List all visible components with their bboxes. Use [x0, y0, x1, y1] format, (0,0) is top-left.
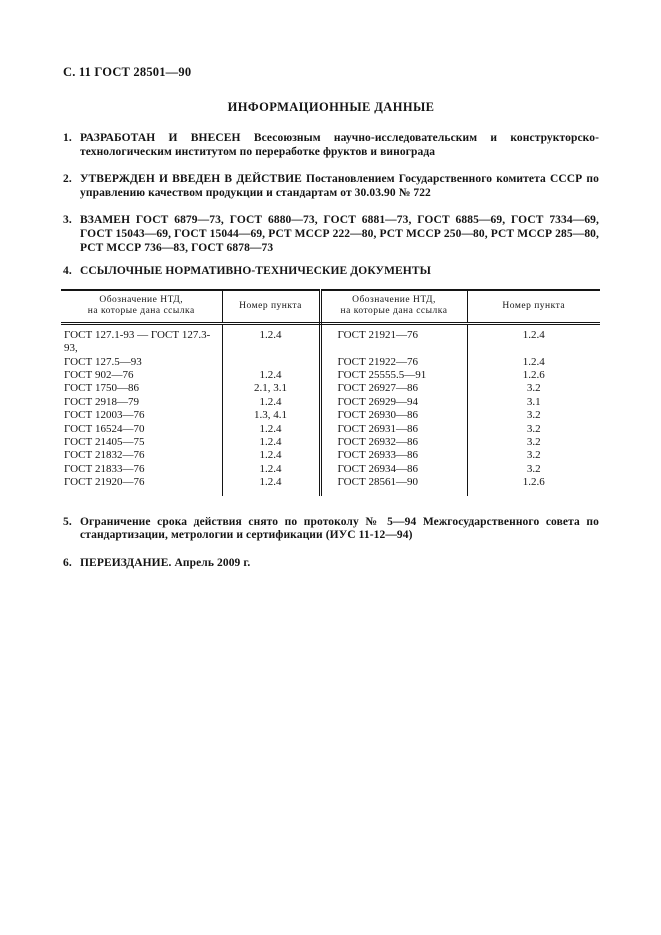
table-row: [61, 436, 600, 449]
table-header-ntd-left: [61, 290, 222, 324]
table-header-line: Номер пункта: [239, 300, 302, 311]
table-header-line: на которые дана ссылка: [87, 306, 195, 317]
ntd-cell: ГОСТ 25555.5—91: [320, 369, 467, 382]
table-row: [61, 423, 600, 436]
ntd-cell: ГОСТ 26931—86: [320, 423, 467, 436]
table-row: [61, 369, 600, 382]
ntd-cell: ГОСТ 127.5—93: [61, 356, 222, 369]
ntd-cell: ГОСТ 26927—86: [320, 382, 467, 395]
table-row: [61, 476, 600, 495]
ntd-cell: ГОСТ 2918—79: [61, 396, 222, 409]
clause-cell: 1.2.4: [222, 423, 320, 436]
ntd-cell: ГОСТ 21922—76: [320, 356, 467, 369]
table-row: [61, 382, 600, 395]
item-number: 4.: [63, 265, 72, 278]
item-number: 6.: [63, 556, 72, 569]
ntd-cell: ГОСТ 1750—86: [61, 382, 222, 395]
clause-cell: 1.2.4: [222, 369, 320, 382]
list-item-2: [63, 173, 599, 200]
clause-cell: 1.2.4: [222, 449, 320, 462]
ntd-cell: ГОСТ 26929—94: [320, 396, 467, 409]
page-header: С. 11 ГОСТ 28501—90: [63, 65, 192, 79]
ntd-cell: ГОСТ 21405—75: [61, 436, 222, 449]
numbered-items-bottom: [63, 516, 599, 571]
ntd-cell: ГОСТ 12003—76: [61, 409, 222, 422]
table-row: [61, 323, 600, 355]
ntd-cell: ГОСТ 26932—86: [320, 436, 467, 449]
clause-cell: 3.2: [526, 382, 541, 395]
page-title: ИНФОРМАЦИОННЫЕ ДАННЫЕ: [227, 100, 435, 114]
ntd-cell: ГОСТ 28561—90: [320, 476, 467, 495]
table-header-clause-left: [222, 290, 320, 324]
clause-cell: 1.2.4: [522, 355, 545, 368]
ntd-cell: ГОСТ 26933—86: [320, 449, 467, 462]
ntd-cell: ГОСТ 21832—76: [61, 449, 222, 462]
ntd-cell: ГОСТ 21833—76: [61, 463, 222, 476]
clause-cell: 1.3, 4.1: [222, 409, 320, 422]
item-text: РАЗРАБОТАН И ВНЕСЕН Всесоюзным научно-исследовательским и конструкторско-технологическим институтом по переработке фруктов и винограда: [80, 132, 599, 158]
table-header-ntd-right: [320, 290, 467, 324]
clause-cell: 3.1: [526, 395, 541, 408]
table-row: [61, 463, 600, 476]
ntd-cell: ГОСТ 26934—86: [320, 463, 467, 476]
item-number: 1.: [63, 132, 72, 144]
ntd-cell: ГОСТ 21920—76: [61, 476, 222, 495]
clause-cell: 1.2.4: [222, 463, 320, 476]
list-item-5: [63, 516, 599, 543]
item-text: ПЕРЕИЗДАНИЕ. Апрель 2009 г.: [80, 556, 251, 569]
clause-cell: 1.2.4: [522, 328, 545, 341]
clause-cell: 1.2.6: [522, 476, 545, 489]
referenced-standards-table: [61, 289, 600, 496]
item-text: ВЗАМЕН ГОСТ 6879—73, ГОСТ 6880—73, ГОСТ 6881—73, ГОСТ 6885—69, ГОСТ 7334—69, ГОСТ 15043—69, ГОСТ 15044—69, РСТ МССР 222—80, РСТ МССР 250—80, РСТ МССР 285—80, РСТ МССР 736—83, ГОСТ 6878—73: [80, 214, 599, 254]
ntd-cell: ГОСТ 902—76: [61, 369, 222, 382]
item-text: ССЫЛОЧНЫЕ НОРМАТИВНО-ТЕХНИЧЕСКИЕ ДОКУМЕНТЫ: [80, 265, 432, 278]
table-header-line: Номер пункта: [502, 300, 566, 311]
list-item-6: [63, 557, 599, 571]
table-row: [61, 396, 600, 409]
table-header-line: на которые дана ссылка: [340, 306, 448, 317]
table-header-clause-right: [467, 290, 600, 324]
item-text: УТВЕРЖДЕН И ВВЕДЕН В ДЕЙСТВИЕ Постановлением Государственного комитета СССР по управлению качеством продукции и стандартам от 30.03.90 № 722: [80, 173, 599, 199]
clause-cell: [222, 356, 320, 369]
ntd-cell: ГОСТ 26930—86: [320, 409, 467, 422]
clause-cell: 1.2.4: [222, 396, 320, 409]
ntd-cell: ГОСТ 127.1-93 — ГОСТ 127.3-93,: [61, 323, 222, 355]
clause-cell: 1.2.4: [222, 476, 320, 495]
clause-cell: 3.2: [526, 449, 541, 462]
list-item-4-section-heading: [63, 265, 599, 279]
table-row: [61, 409, 600, 422]
table-header-line: Обозначение НТД,: [352, 294, 436, 305]
clause-cell: 1.2.4: [222, 323, 320, 355]
clause-cell: 1.2.6: [522, 368, 545, 381]
table-header-line: Обозначение НТД,: [99, 294, 184, 305]
numbered-items: [63, 132, 599, 279]
ntd-cell: ГОСТ 16524—70: [61, 423, 222, 436]
clause-cell: 3.2: [526, 422, 541, 435]
clause-cell: 2.1, 3.1: [222, 382, 320, 395]
item-text: Ограничение срока действия снято по протоколу № 5—94 Межгосударственного совета по стандартизации, метрологии и сертификации (ИУС 11-12—94): [80, 515, 599, 542]
item-number: 3.: [63, 214, 72, 227]
item-number: 5.: [63, 515, 72, 528]
ntd-cell: ГОСТ 21921—76: [320, 323, 467, 355]
item-number: 2.: [63, 173, 72, 186]
clause-cell: 3.2: [526, 436, 541, 448]
list-item-3: [63, 214, 599, 255]
table-row: [61, 356, 600, 369]
table-row: [61, 449, 600, 462]
list-item-1: [63, 132, 599, 159]
clause-cell: 3.2: [526, 409, 541, 422]
table-header-row: [61, 290, 600, 324]
clause-cell: 1.2.4: [222, 436, 320, 449]
clause-cell: 3.2: [526, 462, 541, 475]
